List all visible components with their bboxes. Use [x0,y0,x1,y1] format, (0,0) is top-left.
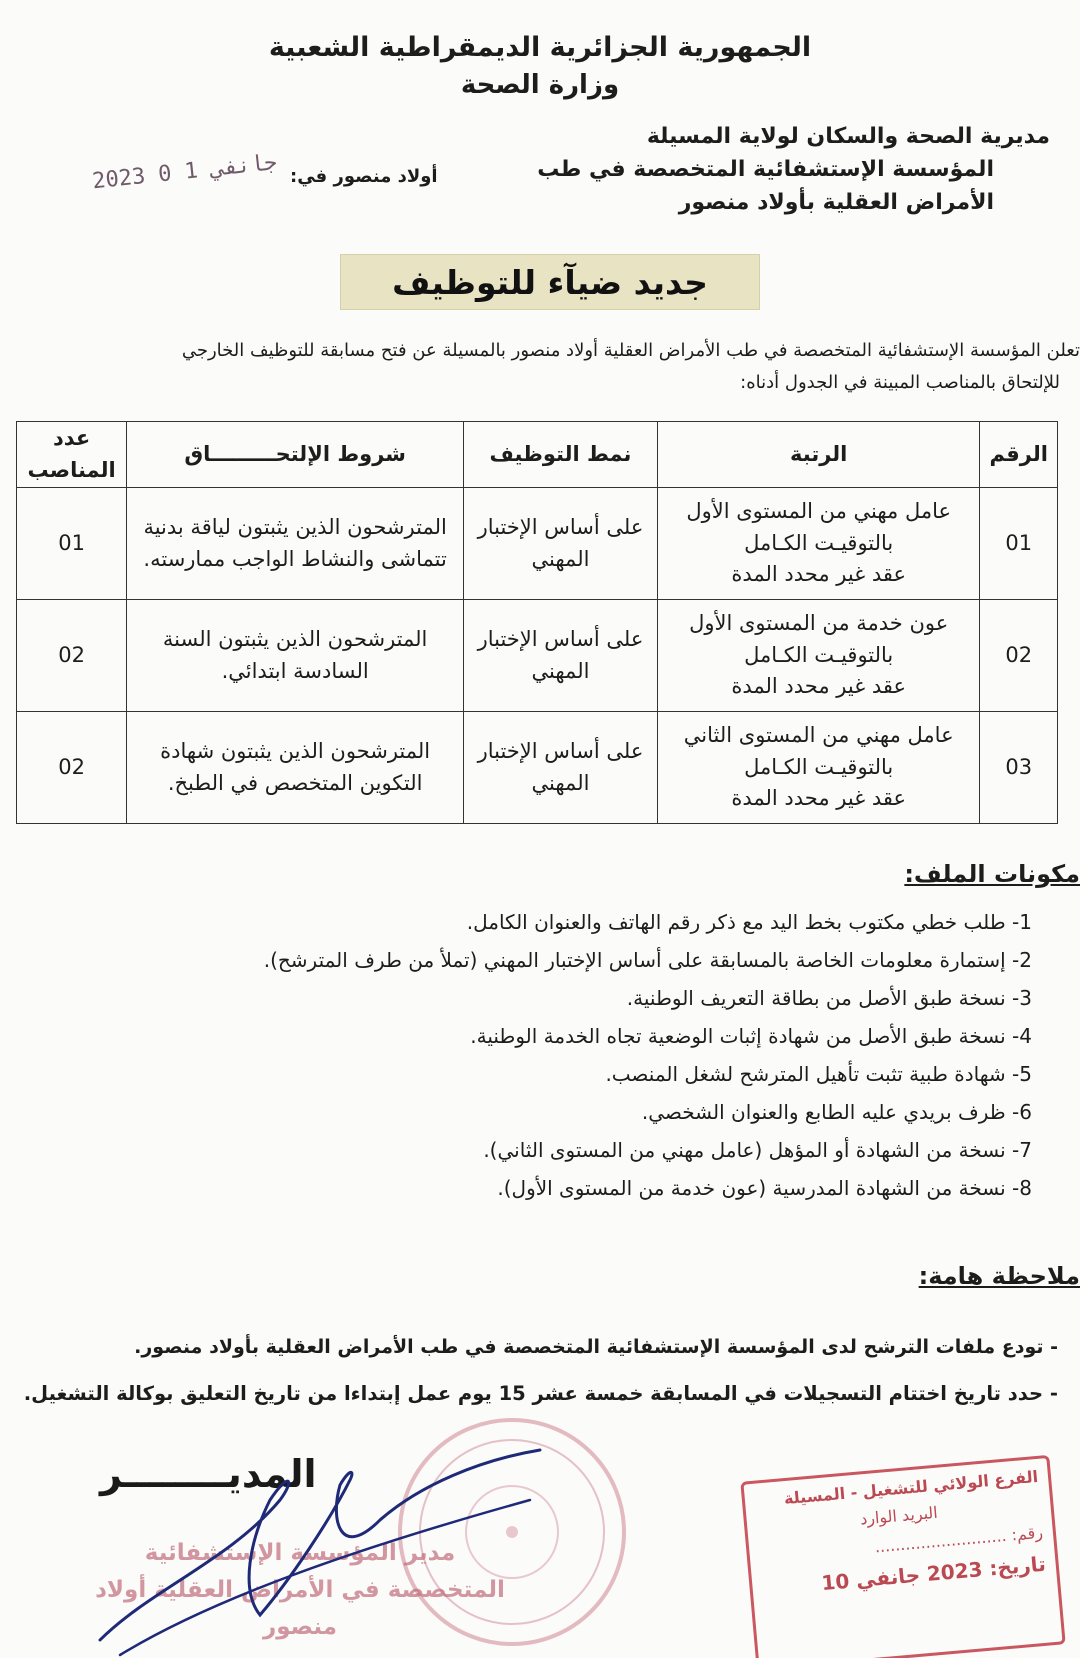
row-mode [464,600,658,712]
table-row [17,712,1058,824]
row-conditions: المترشحون الذين يثبتون لياقة بدنية تتماشى والنشاط الواجب ممارسته. [127,488,464,600]
row-number: 03 [980,712,1058,824]
institution-line-1: المؤسسة الإستشفائية المتخصصة في طب [537,157,994,182]
row-count: 02 [17,712,127,824]
date-label: أولاد منصور في: [290,166,438,187]
header-number: الرقم [980,422,1058,488]
document-item: 7- نسخة من الشهادة أو المؤهل (عامل مهني من المستوى الثاني). [483,1138,1032,1162]
header-rank: الرتبة [657,422,980,488]
mode-line-2: المهني [531,770,590,795]
row-count: 01 [17,488,127,600]
registry-date-value: 2023 جانفي 10 [820,1557,984,1596]
rank-line-3: عقد غير محدد المدة [731,674,907,699]
stamp-line-1: مدير المؤسسة الإستشفائية [144,1540,456,1566]
document-item: 6- ظرف بريدي عليه الطابع والعنوان الشخصي. [641,1100,1032,1124]
table-row [17,488,1058,600]
republic-title: الجمهورية الجزائرية الديمقراطية الشعبية [268,32,812,63]
header-conditions: شروط الإلتحـــــــــاق [127,422,464,488]
intro-line-2: للإلتحاق بالمناصب المبينة في الجدول أدناه: [740,372,1060,393]
row-mode [464,712,658,824]
rank-line-1: عون خدمة من المستوى الأول [689,611,949,636]
rank-line-3: عقد غير محدد المدة [731,562,907,587]
mode-line-1: على أساس الإختبار [477,739,644,763]
row-rank [657,712,980,824]
mode-line-2: المهني [531,546,590,571]
row-conditions: المترشحون الذين يثبتون السنة السادسة ابتدائي. [127,600,464,712]
header-count [17,422,127,488]
row-number: 01 [980,488,1058,600]
registry-line-2: البريد الوارد [859,1502,939,1529]
registry-number-label: رقم: [1010,1522,1044,1545]
date-stamp: 2023 جانفي 1 0 [91,150,279,195]
row-conditions: المترشحون الذين يثبتون شهادة التكوين المتخصص في الطبخ. [127,712,464,824]
table-row [17,600,1058,712]
documents-title: مكونات الملف: [904,860,1080,888]
institution-line-2: الأمراض العقلية بأولاد منصور [678,190,994,215]
document-item: 3- نسخة طبق الأصل من بطاقة التعريف الوطنية. [626,986,1032,1010]
note-item: - تودع ملفات الترشح لدى المؤسسة الإستشفائية المتخصصة في طب الأمراض العقلية بأولاد منصور. [134,1336,1058,1358]
rank-line-1: عامل مهني من المستوى الثاني [683,723,954,748]
document-item: 4- نسخة طبق الأصل من شهادة إثبات الوضعية تجاه الخدمة الوطنية. [470,1024,1032,1048]
registry-number-row: رقم: .......................... [873,1522,1044,1557]
handwritten-signature-icon [90,1440,550,1658]
header-count-line-2: المناصب [27,457,116,482]
rank-line-1: عامل مهني من المستوى الأول [686,499,952,524]
row-rank [657,600,980,712]
document-item: 8- نسخة من الشهادة المدرسية (عون خدمة من المستوى الأول). [497,1176,1032,1200]
row-mode [464,488,658,600]
director-title: المديــــــــر [100,1452,317,1496]
stamp-line-2: المتخصصة في الأمراض العقلية أولاد منصور [95,1576,505,1640]
intro-line-1: تعلن المؤسسة الإستشفائية المتخصصة في طب الأمراض العقلية أولاد منصور بالمسيلة عن فتح مسابقة للتوظيف الخارجي [181,340,1080,361]
row-rank [657,488,980,600]
directorate-name: مديرية الصحة والسكان لولاية المسيلة [646,124,1050,149]
note-item: - حدد تاريخ اختتام التسجيلات في المسابقة خمسة عشر 15 يوم عمل إبتداءا من تاريخ التعليق بوكالة التشغيل. [23,1382,1058,1405]
rank-line-2: بالتوقيـت الكـامل [744,754,894,779]
table-header-row [17,422,1058,488]
registry-stamp [740,1455,1065,1658]
recruitment-banner: جديد ضيآء للتوظيف [340,254,760,310]
rank-line-2: بالتوقيـت الكـامل [744,642,894,667]
document-item: 5- شهادة طبية تثبت تأهيل المترشح لشغل المنصب. [605,1062,1032,1086]
header-count-line-1: عدد [52,426,91,450]
row-count: 02 [17,600,127,712]
header-mode: نمط التوظيف [464,422,658,488]
registry-line-1: الفرع الولائي للتشغيل - المسيلة [783,1466,1039,1509]
row-number: 02 [980,600,1058,712]
ministry-title: وزارة الصحة [460,70,620,100]
document-item: 2- إستمارة معلومات الخاصة بالمسابقة على أساس الإختبار المهني (تملأ من طرف المترشح). [263,948,1032,972]
mode-line-1: على أساس الإختبار [477,627,644,651]
rank-line-3: عقد غير محدد المدة [731,786,907,811]
mode-line-1: على أساس الإختبار [477,515,644,539]
mode-line-2: المهني [531,658,590,683]
registry-date-label: تاريخ: [988,1551,1047,1581]
positions-table [16,421,1058,824]
rank-line-2: بالتوقيـت الكـامل [744,530,894,555]
notes-title: ملاحظة هامة: [918,1262,1080,1290]
document-item: 1- طلب خطي مكتوب بخط اليد مع ذكر رقم الهاتف والعنوان الكامل. [466,910,1032,934]
